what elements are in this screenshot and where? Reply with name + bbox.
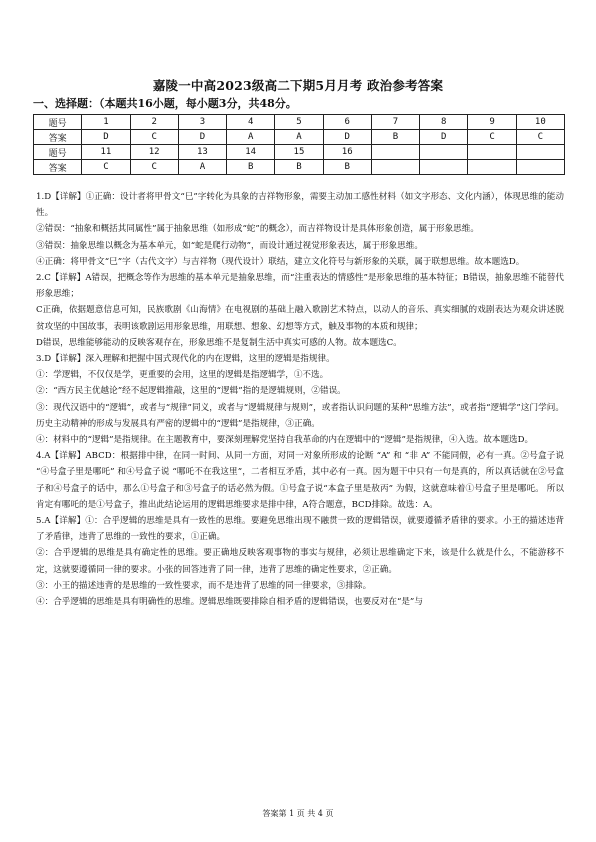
table-cell: 7	[371, 115, 419, 130]
table-cell: A	[227, 130, 275, 145]
explanation-paragraph: C正确，依据题意信息可知，民族歌剧《山海情》在电视剧的基础上融入歌剧艺术特点，以动人的音乐、真实细腻的戏剧表达为观众讲述脱贫攻坚的中国故事，表明该歌剧运用形象思维，用联想、想象、幻想等方式，触及事物的本质和规律；	[36, 305, 564, 332]
table-cell: C	[516, 130, 564, 145]
explanation-paragraph: ①：学逻辑，不仅仅是学，更重要的会用，这里的逻辑是指逻辑学，①不选。	[36, 370, 329, 381]
table-cell	[516, 160, 564, 175]
explanation-paragraph: ④：合乎逻辑的思维是具有明确性的思维。逻辑思维既要排除自相矛盾的逻辑错误，也要反对在“是”与	[36, 597, 423, 608]
table-cell: D	[82, 130, 130, 145]
table-cell: 13	[178, 145, 226, 160]
explanation-paragraph: ③：小王的描述违背的是思维的一致性要求，而不是违背了思维的同一律要求，③排除。	[36, 580, 372, 591]
explanation-paragraph: 3.D【详解】深入理解和把握中国式现代化的内在逻辑，这里的逻辑是指规律。	[36, 354, 335, 365]
table-cell	[420, 145, 468, 160]
table-cell: B	[323, 160, 371, 175]
table-cell: 14	[227, 145, 275, 160]
table-cell: D	[178, 130, 226, 145]
table-cell: 3	[178, 115, 226, 130]
explanation-paragraph: D错误，思维能够能动的反映客观存在，形象思维不是复制生活中真实可感的人物。故本题选C。	[36, 337, 402, 348]
section-heading: 一、选择题：（本题共16小题，每小题3分，共48分。	[33, 97, 297, 110]
table-cell: 16	[323, 145, 371, 160]
table-cell: C	[82, 160, 130, 175]
explanation-paragraph: ④正确：将甲骨文“巳”字（古代文字）与吉祥物（现代设计）联结，建立文化符号与新形象的关联，属于联想思维。故本题选D。	[36, 256, 525, 267]
table-cell: C	[130, 160, 178, 175]
table-cell: 15	[275, 145, 323, 160]
table-cell: 9	[468, 115, 516, 130]
table-cell: 2	[130, 115, 178, 130]
explanation-paragraph: ③：现代汉语中的“逻辑”，或者与“规律”同义，或者与“逻辑规律与规则”，或者指认识问题的某种“思维方法”，或者指“逻辑学”这门学问。历史主动精神的形成与发展具有严密的逻辑中的“逻辑”是指规律，③正确。	[36, 402, 564, 429]
explanation-paragraph: ②：“西方民主优越论”经不起逻辑推敲，这里的“逻辑”指的是逻辑规则，②错误。	[36, 386, 346, 397]
question-number-row	[34, 145, 565, 160]
answer-table	[33, 114, 565, 175]
question-number-row	[34, 115, 565, 130]
explanations	[36, 189, 564, 610]
table-cell: 12	[130, 145, 178, 160]
table-cell: 11	[82, 145, 130, 160]
page-footer: 答案第 1 页 共 4 页	[262, 809, 334, 818]
table-cell: B	[227, 160, 275, 175]
answer-row	[34, 160, 565, 175]
row-header-cell: 答案	[34, 130, 82, 145]
table-cell: C	[468, 130, 516, 145]
table-cell	[516, 145, 564, 160]
table-cell: C	[130, 130, 178, 145]
table-cell	[371, 160, 419, 175]
table-cell: 1	[82, 115, 130, 130]
row-header-cell: 答案	[34, 160, 82, 175]
explanation-paragraph: ④：材料中的“逻辑”是指规律。在主题教育中，要深刻理解党坚持自我革命的内在逻辑中的“逻辑”是指规律，④入选。故本题选D。	[36, 435, 534, 446]
row-header-cell: 题号	[34, 145, 82, 160]
explanation-paragraph: ②错误：“抽象和概括其同属性”属于抽象思维（如形成“蛇”的概念），而吉祥物设计是具体形象创造，属于形象思维。	[36, 224, 479, 235]
table-cell	[468, 145, 516, 160]
table-cell: 10	[516, 115, 564, 130]
answer-row	[34, 130, 565, 145]
table-cell: D	[420, 130, 468, 145]
table-cell: 6	[323, 115, 371, 130]
explanation-paragraph: ②：合乎逻辑的思维是具有确定性的思维。要正确地反映客观事物的事实与规律，必须让思维确定下来，该是什么就是什么，不能游移不定，这就要遵循同一律的要求。小张的回答违背了同一律，违背了思维的确定性要求，②正确。	[36, 548, 564, 575]
table-cell: D	[323, 130, 371, 145]
explanation-paragraph: 4.A【详解】ABCD：根据排中律，在同一时间、从同一方面，对同一对象所形成的论断 “A” 和 “非 A” 不能同假，必有一真。②号盒子说 “④号盒子里是哪吒” 和④号盒子说 “哪吒不在我这里”，二者相互矛盾，其中必有一真。因为题干中只有一句是真的，所以真话就在②号盒子和④号盒子的话中，那么①号盒子和③号盒子的话必然为假。①号盒子说“本盒子里是敖丙” 为假，这就意味着①号盒子里是哪吒。 所以肯定有哪吒的是①号盒子，推出此结论运用的逻辑思维要求是排中律，A符合题意，BCD排除。故选：A。	[36, 451, 564, 510]
table-cell: A	[275, 130, 323, 145]
table-cell	[371, 145, 419, 160]
table-cell: B	[275, 160, 323, 175]
explanation-paragraph: 5.A【详解】①：合乎逻辑的思维是具有一致性的思维。要避免思维出现不融贯一致的逻辑错误，就要遵循矛盾律的要求。小王的描述违背了矛盾律，违背了思维的一致性的要求，①正确。	[36, 516, 564, 543]
row-header-cell: 题号	[34, 115, 82, 130]
table-cell	[468, 160, 516, 175]
table-cell: A	[178, 160, 226, 175]
table-cell: 8	[420, 115, 468, 130]
explanation-paragraph: ③错误：抽象思维以概念为基本单元，如“蛇是爬行动物”，而设计通过视觉形象表达，属于形象思维。	[36, 240, 423, 251]
table-cell: 5	[275, 115, 323, 130]
table-cell: B	[371, 130, 419, 145]
explanation-paragraph: 2.C【详解】A错误，把概念等作为思维的基本单元是抽象思维，而“注重表达的情感性”是形象思维的基本特征；B错误，抽象思维不能替代形象思维；	[36, 273, 564, 300]
table-cell: 4	[227, 115, 275, 130]
table-cell	[420, 160, 468, 175]
document-title: 嘉陵一中高2023级高二下期5月月考 政治参考答案	[152, 78, 444, 93]
explanation-paragraph: 1.D【详解】①正确：设计者将甲骨文“巳”字转化为具象的吉祥物形象，需要主动加工感性材料（如文字形态、文化内涵），体现思维的能动性。	[36, 192, 564, 219]
